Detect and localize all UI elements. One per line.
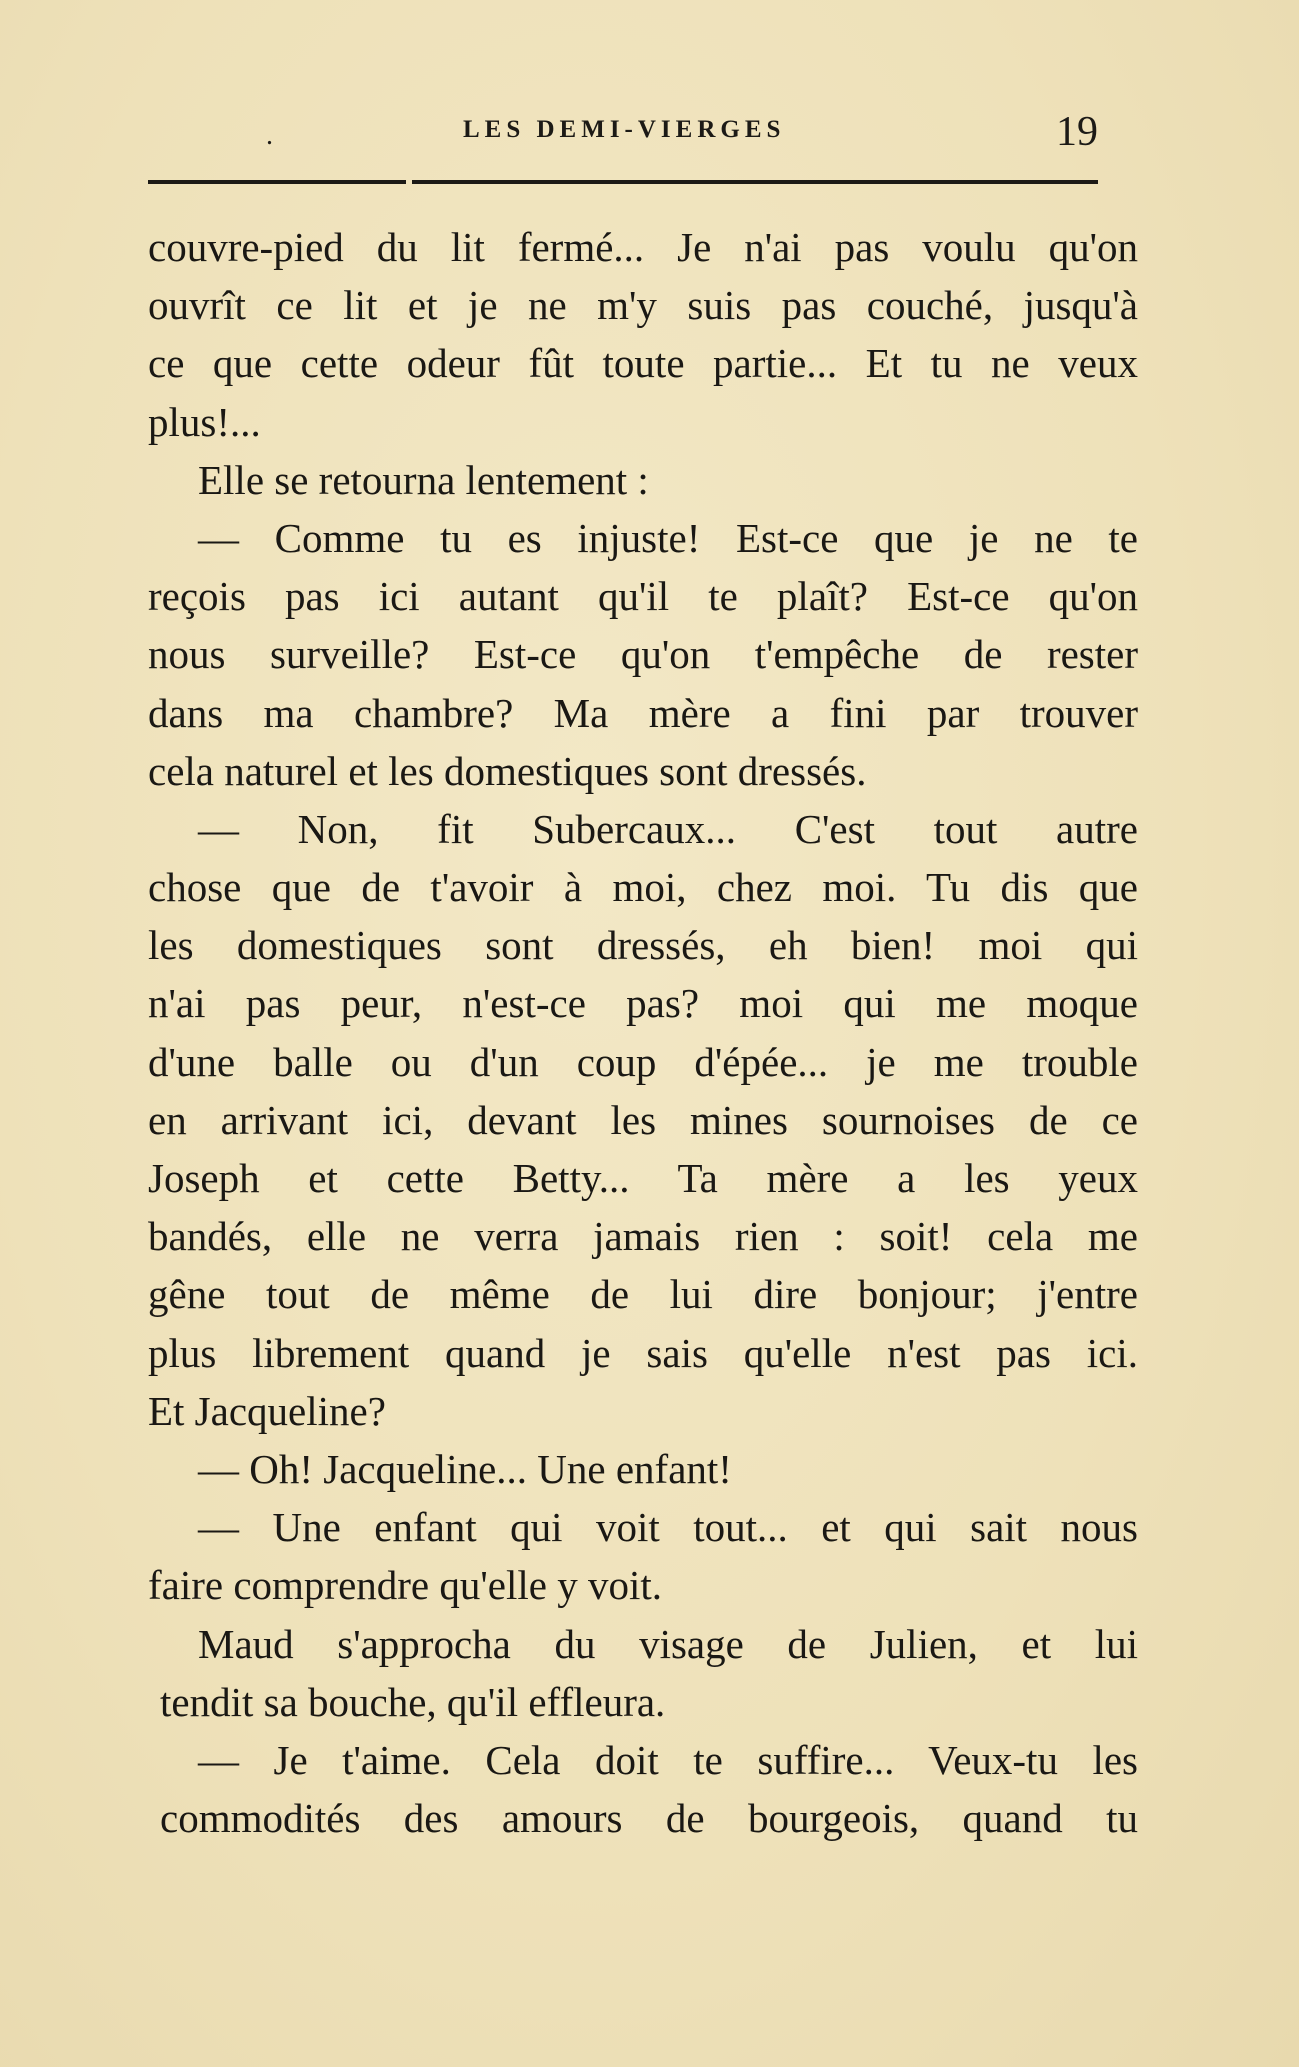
text-line: tendit sa bouche, qu'il effleura. (160, 1678, 666, 1725)
header-rule-left (148, 180, 406, 184)
page-header (148, 108, 1098, 158)
text-line: commodités des amours de bourgeois, quand tu (160, 1795, 1138, 1842)
text-line: Maud s'approcha du visage de Julien, et lui (198, 1620, 1138, 1667)
text-line: ce que cette odeur fût toute partie... Et tu ne veux (148, 340, 1138, 387)
text-line: reçois pas ici autant qu'il te plaît? Est-ce qu'on (148, 573, 1138, 620)
text-line: couvre-pied du lit fermé... Je n'ai pas voulu qu'on (148, 224, 1138, 270)
text-line: cela naturel et les domestiques sont dressés. (148, 747, 867, 794)
text-line: Joseph et cette Betty... Ta mère a les yeux (148, 1155, 1138, 1201)
text-line: — Je t'aime. Cela doit te suffire... Veux-tu les (198, 1736, 1138, 1783)
text-line: plus!... (148, 398, 261, 445)
text-line: — Une enfant qui voit tout... et qui sait nous (198, 1504, 1138, 1551)
text-line: les domestiques sont dressés, eh bien! moi qui (148, 922, 1138, 969)
body-text (148, 218, 1138, 1847)
text-line: dans ma chambre? Ma mère a fini par trouver (148, 689, 1138, 736)
text-line: en arrivant ici, devant les mines sournoises de ce (148, 1096, 1138, 1143)
text-line: — Non, fit Subercaux... C'est tout autre (198, 805, 1138, 852)
text-line: faire comprendre qu'elle y voit. (148, 1562, 662, 1609)
header-rule-right (412, 180, 1098, 184)
text-line: plus librement quand je sais qu'elle n'est pas ici. (148, 1329, 1138, 1376)
text-line: ouvrît ce lit et je ne m'y suis pas couché, jusqu'à (148, 282, 1138, 329)
text-line: d'une balle ou d'un coup d'épée... je me trouble (148, 1038, 1138, 1085)
text-line: Et Jacqueline? (148, 1387, 386, 1434)
text-line: chose que de t'avoir à moi, chez moi. Tu dis que (148, 864, 1138, 911)
text-line: gêne tout de même de lui dire bonjour; j'entre (148, 1271, 1138, 1318)
running-title: LES DEMI-VIERGES (463, 116, 786, 143)
text-line: nous surveille? Est-ce qu'on t'empêche de rester (148, 631, 1138, 678)
text-line: Elle se retourna lentement : (198, 456, 649, 503)
text-line: bandés, elle ne verra jamais rien : soit! cela me (148, 1213, 1138, 1260)
text-line: n'ai pas peur, n'est-ce pas? moi qui me moque (148, 980, 1138, 1027)
text-line: — Comme tu es injuste! Est-ce que je ne te (198, 514, 1138, 561)
text-line: — Oh! Jacqueline... Une enfant! (198, 1445, 732, 1492)
stray-mark: . (266, 120, 273, 151)
page-number: 19 (1056, 109, 1098, 155)
